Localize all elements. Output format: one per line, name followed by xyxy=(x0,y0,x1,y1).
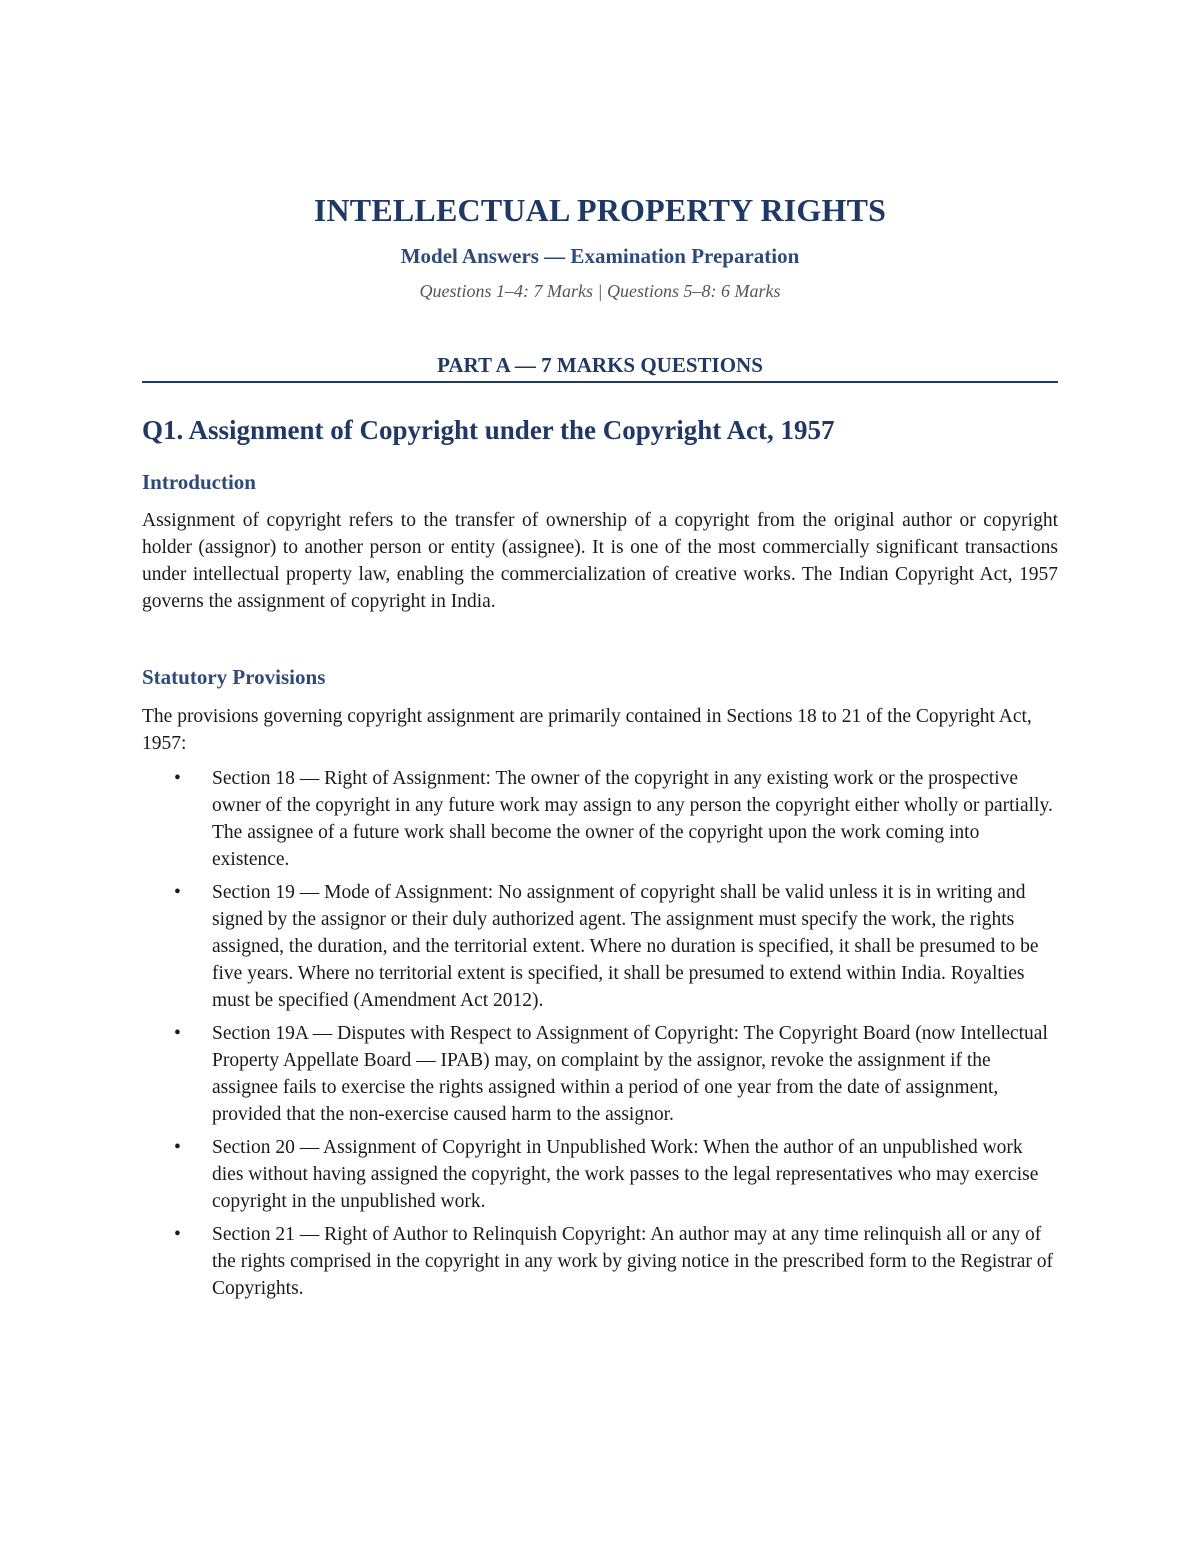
section-21-text: Section 21 — Right of Author to Relinquish Copyright: An author may at any time relinquish all or any of the rights comprised in the copyright in any work by giving notice in the prescribed form to the Registrar of Copyrights. xyxy=(212,1224,1054,1299)
question-1-heading: Q1. Assignment of Copyright under the Copyright Act, 1957 xyxy=(142,415,835,445)
marks-note: Questions 1–4: 7 Marks | Questions 5–8: 6 Marks xyxy=(419,281,781,301)
introduction-heading: Introduction xyxy=(142,470,256,494)
list-item-section-19 xyxy=(142,879,1058,1014)
statutory-provisions-heading: Statutory Provisions xyxy=(142,665,326,689)
part-a-heading: PART A — 7 MARKS QUESTIONS xyxy=(142,350,1058,383)
bullet-icon: • xyxy=(174,1224,181,1245)
section-18-text: Section 18 — Right of Assignment: The owner of the copyright in any existing work or the prospective owner of the copyright in any future work may assign to any person the copyright either wholly or partially. The assignee of a future work shall become the owner of the copyright upon the work coming into existence. xyxy=(212,768,1053,870)
bullet-icon: • xyxy=(174,1023,181,1044)
section-20-text: Section 20 — Assignment of Copyright in Unpublished Work: When the author of an unpublished work dies without having assigned the copyright, the work passes to the legal representatives who may exercise copyright in the unpublished work. xyxy=(212,1137,1039,1212)
section-19-text: Section 19 — Mode of Assignment: No assignment of copyright shall be valid unless it is in writing and signed by the assignor or their duly authorized agent. The assignment must specify the work, the rights assigned, the duration, and the territorial extent. Where no duration is specified, it shall be presumed to be five years. Where no territorial extent is specified, it shall be presumed to extend within India. Royalties must be specified (Amendment Act 2012). xyxy=(212,882,1039,1011)
introduction-paragraph: Assignment of copyright refers to the transfer of ownership of a copyright from the original author or copyright holder (assignor) to another person or entity (assignee). It is one of the most commercially significant transactions under intellectual property law, enabling the commercialization of creative works. The Indian Copyright Act, 1957 governs the assignment of copyright in India. xyxy=(142,510,1058,612)
list-item-section-21 xyxy=(142,1221,1058,1302)
sections-list xyxy=(142,765,1058,1308)
bullet-icon: • xyxy=(174,1137,181,1158)
statutory-provisions-paragraph: The provisions governing copyright assignment are primarily contained in Sections 18 to 21 of the Copyright Act, 1957: xyxy=(142,706,1032,754)
section-19a-text: Section 19A — Disputes with Respect to Assignment of Copyright: The Copyright Board (now Intellectual Property Appellate Board — IPAB) may, on complaint by the assignor, revoke the assignment if the assignee fails to exercise the rights assigned within a period of one year from the date of assignment, provided that the non-exercise caused harm to the assignor. xyxy=(212,1023,1048,1125)
list-item-section-19a xyxy=(142,1020,1058,1128)
document-title: INTELLECTUAL PROPERTY RIGHTS xyxy=(313,192,887,228)
list-item-section-18 xyxy=(142,765,1058,873)
list-item-section-20 xyxy=(142,1134,1058,1215)
bullet-icon: • xyxy=(174,882,181,903)
document-subtitle: Model Answers — Examination Preparation xyxy=(400,244,800,268)
bullet-icon: • xyxy=(174,768,181,789)
